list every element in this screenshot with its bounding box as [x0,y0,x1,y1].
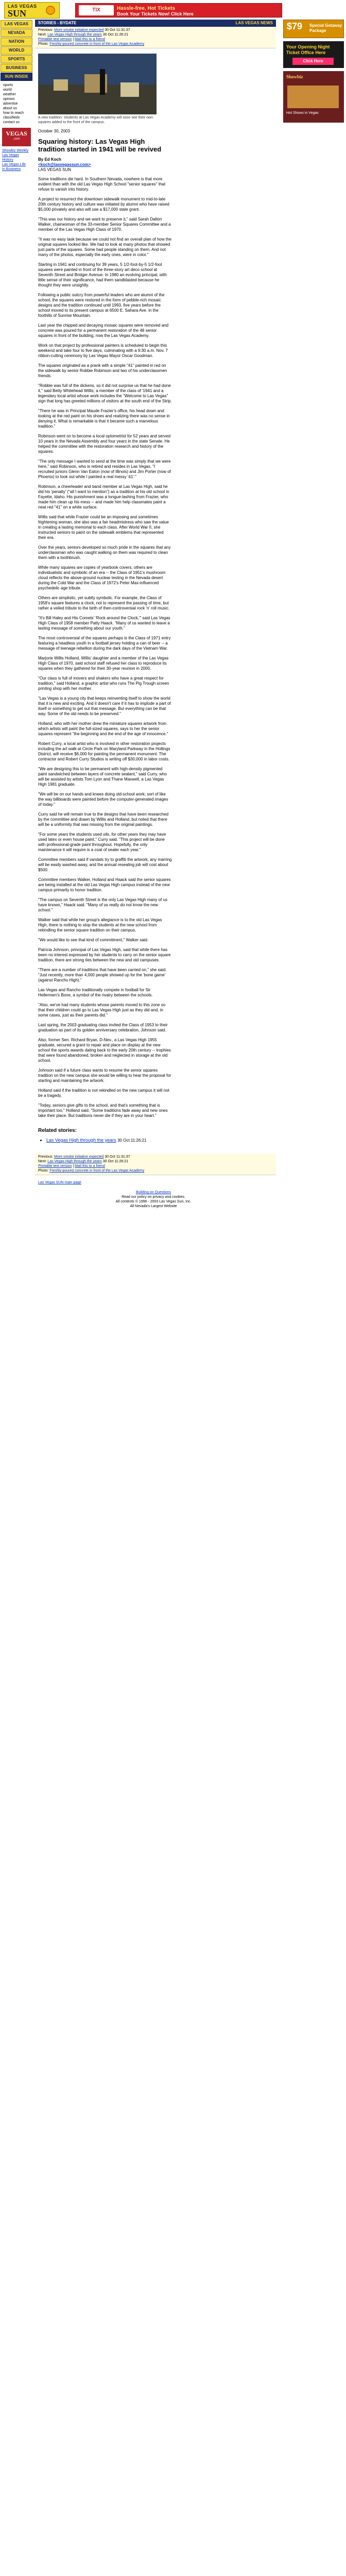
article-paragraph: Over the years, seniors developed so much pride in the squares that any underclassman who was caught walking on them was required to clean them with a toothbrush. [38,545,171,560]
article-paragraph: "Our class is full of movers and shakers who have a great respect for tradition," said Holland, a graphic artist who runs The Pig Trough screen printing shop with her mother. [38,676,169,691]
bottom-next-date: 30 Oct 11:26:21 [102,1160,129,1163]
bottom-photo-label: Photo: [38,1169,49,1173]
logo-top-text: LAS VEGAS [8,4,37,9]
footer-link-questions[interactable]: Building on Questions [135,1191,171,1194]
right-ad-tickets[interactable] [283,41,344,68]
previous-story-date: 30 Oct 11:31:37 [105,28,130,32]
photo-link[interactable]: Freshly-poured concrete in front of the Las Vegas Academy [49,42,145,46]
section-label: STORIES - BYDATE [38,21,77,25]
ad-showbiz-sub: Hot Shows in Vegas [286,111,319,115]
related-heading: Related stories: [38,1128,77,1133]
vegas-com-banner[interactable] [2,128,31,146]
section-right-label: LAS VEGAS NEWS [235,21,273,25]
nav-las-vegas[interactable]: LAS VEGAS [1,20,32,28]
mail-friend-link[interactable]: Mail this to a friend [75,38,105,41]
article-paragraph: Patricia Johnson, principal of Las Vegas High, said that while there has been no interest expressed by her students to carry on the senior square tradition, there are strong ties between the new and old campuses. [38,947,171,962]
bottom-printable-link[interactable]: Printable text version [38,1164,72,1168]
article-paragraph: "There he was in Principal Maude Frazier's office, his head down and looking at the red paint on his shoes and realizing there was no sense in denying it. What is remarkable is that it became such a marvelous tradition." [38,409,170,429]
ad-showbiz-title: Showbiz [286,74,303,79]
promo-link-in-business[interactable]: In Business [2,167,21,171]
las-vegas-sun-logo[interactable] [4,2,60,19]
vegas-banner-title: VEGAS [6,130,27,137]
article-paragraph: Last spring, the 2003 graduating class invited the Class of 1953 to their graduation as part of its golden anniversary celebration, Johnson said. [38,1023,168,1032]
next-label: Next: [38,33,47,37]
article-paragraph: Willis said that while Frazier could be an imposing and sometimes frightening woman, she also was a fair headmistress who saw the value in creating a lasting memorial to each class. After World War II, she instructed seniors to paint on the sidewalk emblems that represented their era. [38,515,169,540]
previous-label: Previous: [38,28,54,32]
main-content [35,20,276,1209]
ad-line-2: Book Your Tickets Now! Click Here [117,11,194,16]
promo-link-showbiz[interactable]: Showbiz Weekly [2,149,29,152]
article-paragraph: "We would like to see that kind of commitment," Walker said. [38,938,149,942]
sub-link-classifieds[interactable]: classifieds [3,116,20,120]
top-banner-ad[interactable] [75,3,282,18]
footer-copyright: All contents © 1996 - 2003 Las Vegas Sun, Inc. [115,1200,192,1204]
article-paragraph: Committee members said if vandals try to graffiti the artwork, any marring will be easily washed away, and the annual resealing job will cost about $500. [38,857,172,872]
ad-getaway-text: Special Getaway Package [309,23,342,33]
article-paragraph: "Las Vegas is a young city that keeps reinventing itself to show the world that it is new and exciting. And it doesn't care if it has to implode a part of itself or something to get out that message. But everything can be that way. Some of the old needs to be preserved." [38,696,171,716]
related-item [46,1138,193,1143]
ad-line-1: Hassle-free, Hot Tickets [117,6,176,11]
article-paragraph: "The campus on Seventh Street is the only Las Vegas High many of us have known," Haack said. "Many of us really do not know the new school." [38,897,167,912]
article-paragraph: Starting in 1941 and continuing for 39 years, 5 1/2-foot-by-5 1/2-foot squares were painted in front of the three-story art deco school at Seventh Street and Bridger Avenue. In 1980 an evolving principal, with little sense of their significance, had them sandblasted because he thought they were unsightly. [38,262,167,287]
article-paragraph: The squares originated as a prank with a simple "41" painted in red on the sidewalk by senior Robbie Robinson and two of his underclassmen friends. [38,363,167,378]
article-paragraph: "We will be on our hands and knees doing old-school work; sort of like the way billboards were painted before the computer-generated images of today." [38,792,168,807]
article-paragraph: Robinson went on to become a local optometrist for 52 years and served 10 years in the Nevada Assembly and four years in the state Senate. He helped the committee with the restoration research and history of the squares. [38,434,171,454]
next-story-link[interactable]: Las Vegas High through the years [47,33,102,37]
related-story-date: 30 Oct 11:26:21 [117,1138,147,1143]
author-email-link[interactable]: <koch@lasvegassun.com> [38,162,91,167]
bottom-previous-label: Previous: [38,1155,54,1159]
article-paragraph: A project to resurrect the downtown sidewalk monument to mid-to-late 20th century history and culture was initiated by alumni who have raised $5,000 privately and also will use a $17,000 state grant. [38,197,169,212]
sub-link-how-to-reach[interactable]: how to reach [3,111,24,115]
article-paragraph: Others are simplistic, yet subtly symbolic. For example, the Class of 1958's square features a clock, not to represent the passing of time, but rather a veiled tribute to the birth of then-controversial rock 'n' roll music. [38,596,170,611]
nav-sports[interactable]: SPORTS [1,55,32,63]
article-paragraph: Johnson said if a future class wants to resume the senior squares tradition on the new campus she would be willing to hear the proposal for starting and maintaining the artwork. [38,1068,171,1083]
article-paragraph: While many squares are copies of yearbook covers, others are individualistic and symbolic of an era -- the Class of 1951's mushroom cloud reflects the above-ground nuclear testing in the Nevada desert during the Cold War and the Class of 1972's Peter Max-influenced psychedelic age tribute. [38,565,166,590]
bottom-photo-link[interactable]: Freshly-poured concrete in front of the Las Vegas Academy [49,1169,145,1173]
article-paragraph: Holland said if the tradition is not rekindled on the new campus it will not be a tragedy. [38,1088,169,1098]
story-headline: Squaring history: Las Vegas High tradition started in 1941 will be revived [38,138,162,153]
article-paragraph: Some traditions die hard. In Southern Nevada, nowhere is that more evident than with the old Las Vegas High School "senior squares" that refuse to vanish into history. [38,177,166,192]
bottom-previous-date: 30 Oct 11:31:37 [105,1155,130,1159]
article-paragraph: "Today, seniors give gifts to the school, and that's something that is important too," Holland said. "Some traditions fade away and new ones take their place. But traditions never die if they are in your heart." [38,1103,168,1118]
right-ad-column [282,20,345,126]
photo-caption: A new tradition: Students at Las Vegas Academy will soon see their own squares added to the front of the campus. [38,116,153,124]
ad-badge: TIX [79,5,114,15]
sub-link-opinion[interactable]: opinion [3,97,15,101]
article-paragraph: Work on that project by professional painters is scheduled to begin this weekend and take four to five days, culminating with a 9:30 a.m. Nov. 7 ribbon-cutting ceremony by Las Vegas Mayor Oscar Goodman. [38,343,168,358]
nav-sun-inside[interactable]: SUN INSIDE [1,73,32,81]
article-paragraph: "Also, we've had many students whose parents moved to this zone so that their children could go to Las Vegas High just as they did and, in some cases, just as their parents did." [38,1003,166,1018]
author-name: By Ed Koch [38,157,61,162]
article-paragraph: Committee members Walker, Holland and Haack said the senior squares are being installed at the old Las Vegas High campus instead of the new campus primarily to honor tradition. [38,877,171,892]
article-paragraph: "It was no easy task because we could not find an overall plan of how the original squares looked like. We had to look at many photos that showed just parts of the squares. Some had people standing on them. And not many of the photos, especially the early ones, were in color." [38,237,171,257]
left-promo-links [2,148,31,172]
author-role: LAS VEGAS SUN [38,167,72,172]
right-ad-getaway[interactable] [283,20,344,38]
nav-world[interactable]: WORLD [1,46,32,55]
previous-story-link[interactable]: More smoke initiative expected [54,28,104,32]
next-story-date: 30 Oct 11:26:21 [102,33,129,37]
footer-tagline: All Nevada's Largest Website [130,1205,177,1208]
bottom-next-label: Next: [38,1160,47,1163]
article-paragraph: Robert Curry, a local artist who is involved in other restoration projects including the art walk at Circle Park on Maryland Parkway in the Hollings District, will receive $6,000 for painting the permanent monument. The contractor and Robert Curry Studios is writing off $30,000 in labor costs. [38,741,170,761]
nav-nation[interactable]: NATION [1,38,32,46]
top-story-links: Previous: More smoke initiative expected 30 Oct 11:31:37 Next: Las Vegas High through the years 30 Oct 11:26:21 Printable text version | Mail this to a friend Photo: Freshly-poured concrete in front of the Las Vegas Academy [35,27,276,48]
article-paragraph: "For some years the students used oils, for other years they may have used latex or even house paint," Curry said. "This project will be done with professional-grade paint throughout. Hopefully, the only maintenance it will require is a coat of sealer each year." [38,832,166,852]
ad-click-here-button[interactable]: Click Here [292,58,334,65]
article-paragraph: The most controversial of the squares perhaps is the Class of 1971 entry featuring a headless youth in a football jersey holding a can of beer -- a message of teenage rebellion during the dark days of the Vietnam War. [38,636,171,651]
vegas-banner-subtitle: .com [13,138,20,141]
story-photo [38,54,157,114]
article-paragraph: "Robbie was full of the dickens, so it did not surprise us that he had done it," said Betty Whitehead Willis, a member of the class of '1941 and a legendary local artist whose work includes the "Welcome to Las Vegas" sign that long has greeted millions of visitors at the south end of the Strip. [38,383,172,403]
footer-privacy[interactable]: Read our policy on privacy and cookies. [122,1195,185,1199]
ad-tickets-text: Your Opening Night Ticket Office Here [286,44,330,55]
section-bar [35,20,276,27]
left-navigation [0,20,33,172]
sub-link-sports[interactable]: sports [3,83,13,87]
logo-main-text: SUN [8,8,27,19]
sub-nav-list [3,83,33,125]
related-stories [38,1128,193,1143]
sun-icon [46,6,55,15]
article-paragraph: Curry said he will remain true to the designs that have been researched by the committee and drawn by Willis and Holland, but noted that there will be a uniformity that was missing from the original paintings. [38,812,169,827]
sub-link-about-us[interactable]: about us [3,107,17,110]
bottom-previous-link[interactable]: More smoke initiative expected [54,1155,104,1159]
article-paragraph: Robinson, a cheerleader and band member at Las Vegas High, said he did his 'penalty' ("all I want to mention") as a tradition at his old school in Fayette, Idaho. His punishment was a tongue-lashing from Frazier, who made him clean up his mess -- and made him help classmates paint a neat red "41" on a white surface. [38,484,169,510]
ad-price: $79 [287,21,303,31]
sun-main-page-link[interactable]: Las Vegas SUN main page [38,1181,82,1184]
bottom-story-links: Previous: More smoke initiative expected 30 Oct 11:31:37 Next: Las Vegas High through the years 30 Oct 11:26:21 Printable text version | Mail this to a friend Photo: Freshly-poured concrete in front of the Las Vegas Academy [35,1154,276,1175]
article-paragraph: Following a public outcry from powerful leaders who are alumni of the school, the squares were restored in the form of pebble-rich mosaic designs and the tradition continued until 1993, five years before the school moved to its present campus at 6500 E. Sahara Ave. in the foothills of Sunrise Mountain. [38,293,165,318]
article-paragraph: Walker said that while her group's allegiance is to the old Las Vegas High, there is nothing to stop the students at the new school from rekindling the senior square tradition on their campus. [38,918,162,933]
bottom-mail-friend-link[interactable]: Mail this to a friend [75,1164,105,1168]
ad-showbiz-image [287,86,339,108]
article-paragraph: "We are designing this to be permanent with high-density pigmented paint sandwiched between layers of concrete sealant," said Curry, who will be assisted by artists Tom Lyon and Thane Maxwell, a Las Vegas High 1981 graduate. [38,767,167,787]
site-header [0,0,346,20]
dateline: October 30, 2003 [38,129,70,133]
promo-link-life[interactable]: Las Vegas Life [2,163,26,166]
article-body [38,177,172,1118]
article-paragraph: "There are a number of traditions that have been carried on," she said. "Just recently, more than 4,000 people showed up for the 'bone game' (against Rancho High)." [38,968,167,982]
printable-version-link[interactable]: Printable text version [38,38,72,41]
sub-link-world[interactable]: world [3,88,12,92]
sub-link-weather[interactable]: weather [3,93,16,96]
article-paragraph: Marjorie Willis Holland, Willis' daughter and a member of the Las Vegas High Class of 1970, said school staff refused her class to reproduce its squares when they gathered for their 30-year reunion in 2000. [38,656,169,671]
nav-business[interactable]: BUSINESS [1,64,32,72]
nav-nevada[interactable]: NEVADA [1,29,32,37]
sub-link-advertise[interactable]: advertise [3,102,18,106]
sub-link-contact-us[interactable]: contact us [3,121,20,124]
bottom-next-link[interactable]: Las Vegas High through the years [47,1160,102,1163]
article-paragraph: Also, former Sen. Richard Bryan, D-Nev., a Las Vegas High 1955 graduate, secured a grant to repair and place on display at the new school the sports awards dating back to the early 20th century -- trophies that were found abandoned, broken and neglected in storage at the old school. [38,1038,171,1063]
right-ad-showbiz[interactable] [283,71,344,123]
photo-label: Photo: [38,42,49,46]
article-paragraph: Last year the chipped and decaying mosaic squares were removed and concrete was poured for a permanent restoration of the 48 senior squares in front of the building, now the Las Vegas Academy. [38,323,169,338]
related-story-link[interactable]: Las Vegas High through the years [46,1138,116,1143]
article-paragraph: Holland, who with her mother drew the miniature squares artwork from which artists will paint the full-sized squares, says to her the senior squares represent "the beginning and the end of the age of innocence." [38,721,168,736]
site-footer [35,1180,272,1209]
article-paragraph: "This was our history and we want to preserve it," said Sarah Dalton Walker, chairwoman of the 33-member Senior Squares Committee and a member of the Las Vegas High Class of 1970. [38,217,171,232]
article-paragraph: Las Vegas and Rancho traditionally compete in football for Sir Hellermen's Bone, a symbol of the rivalry between the schools. [38,988,153,997]
byline [38,157,276,173]
related-list [46,1138,193,1143]
article-paragraph: "It's Bill Haley and His Comets' 'Rock around the Clock,'" said Las Vegas High Class of 1958 member Patty Haack. "Many of us wanted to leave a lasting message of something about our youth." [38,616,170,631]
article-paragraph: "The only message I wanted to send at the time was simply that we were here," said Robinson, who is retired and resides in Las Vegas. "I recruited juniors Glenn Van Eaton (now of Illinois) and Jim Porter (now of Phoenix) to look out while I painted a real messy '41'." [38,459,171,479]
promo-link-history[interactable]: Las Vegas History [2,154,19,162]
